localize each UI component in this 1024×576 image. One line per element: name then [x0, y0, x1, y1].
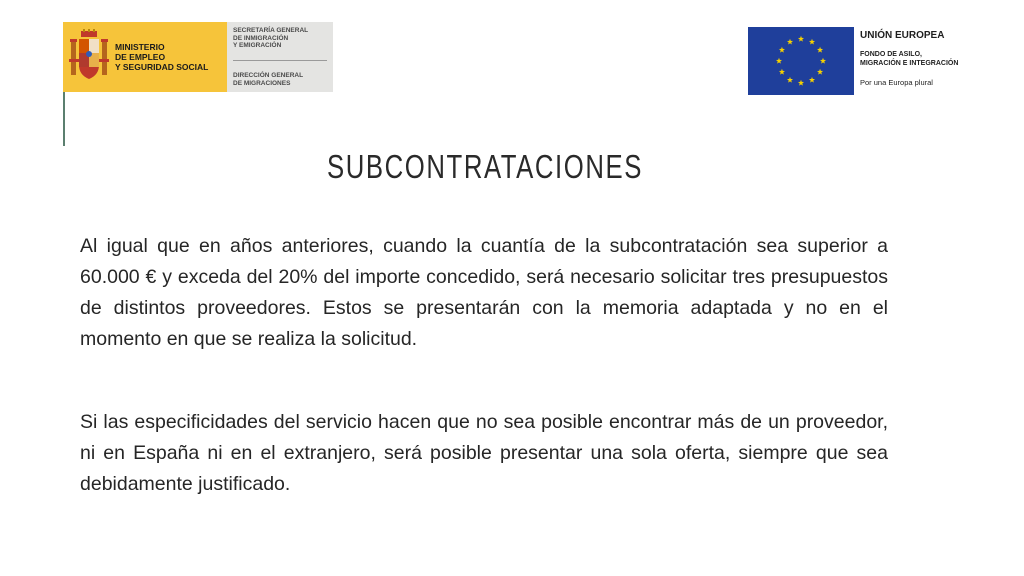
- paragraph: Al igual que en años anteriores, cuando la cuantía de la subcontratación sea superior a 60.000 € y exceda del 20% del importe concedido, será necesario solicitar tres presupuestos de distintos proveedores. Estos se presentarán con la memoria adaptada y no en el momento en que se realiza la solicitud.: [80, 235, 888, 350]
- logo-divider: [233, 60, 327, 61]
- accent-line: [63, 92, 65, 146]
- secretariat-name: [233, 27, 327, 50]
- eu-motto: Por una Europa plural: [860, 78, 933, 87]
- ministry-logo: [63, 22, 333, 92]
- ministry-name-line: MINISTERIO: [115, 42, 165, 52]
- secretariat-line: DE INMIGRACIÓN: [233, 34, 289, 42]
- ministry-name-line: Y SEGURIDAD SOCIAL: [115, 62, 209, 72]
- directorate-name: [233, 72, 327, 87]
- eu-fund-line: FONDO DE ASILO,: [860, 51, 922, 58]
- paragraph: Si las especificidades del servicio hacen que no sea posible encontrar más de un proveedor, ni en España ni en el extranjero, será posible presentar una sola oferta, siempre que sea debidamente justificado.: [80, 411, 888, 495]
- eu-logo: [748, 27, 980, 95]
- slide-title: SUBCONTRATACIONES: [327, 148, 643, 185]
- eu-title: UNIÓN EUROPEA: [860, 30, 945, 41]
- ministry-logo-yellow-panel: [63, 22, 227, 92]
- ministry-name-line: DE EMPLEO: [115, 52, 166, 62]
- eu-fund-line: MIGRACIÓN E INTEGRACIÓN: [860, 60, 959, 67]
- ministry-logo-gray-panel: [227, 22, 333, 92]
- eu-flag-icon: [748, 27, 854, 95]
- eu-fund-name: [860, 50, 958, 68]
- directorate-line: DE MIGRACIONES: [233, 79, 291, 87]
- directorate-line: DIRECCIÓN GENERAL: [233, 72, 304, 79]
- eu-text: [854, 27, 958, 95]
- ministry-name: [115, 42, 208, 72]
- secretariat-line: SECRETARÍA GENERAL: [233, 27, 309, 34]
- coat-of-arms-icon: [69, 29, 109, 85]
- secretariat-line: Y EMIGRACIÓN: [233, 42, 282, 49]
